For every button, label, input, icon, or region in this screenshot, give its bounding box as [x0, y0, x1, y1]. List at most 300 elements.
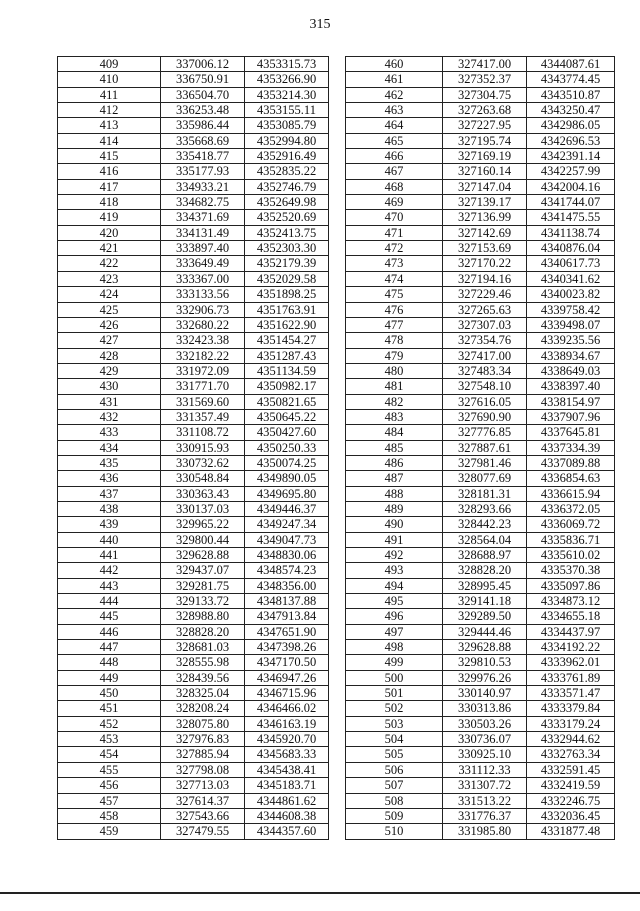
x-coordinate-cell: 328439.56 — [161, 670, 245, 685]
table-row — [346, 271, 615, 286]
y-coordinate-cell: 4349890.05 — [245, 471, 329, 486]
y-coordinate-cell: 4352179.39 — [245, 256, 329, 271]
point-number-cell: 426 — [58, 317, 161, 332]
x-coordinate-cell: 327147.04 — [443, 179, 527, 194]
x-coordinate-cell: 327417.00 — [443, 348, 527, 363]
x-coordinate-cell: 327614.37 — [161, 793, 245, 808]
table-row — [58, 287, 329, 302]
x-coordinate-cell: 327887.61 — [443, 440, 527, 455]
table-row — [346, 624, 615, 639]
y-coordinate-cell: 4353266.90 — [245, 72, 329, 87]
point-number-cell: 502 — [346, 701, 443, 716]
x-coordinate-cell: 329133.72 — [161, 594, 245, 609]
table-row — [58, 440, 329, 455]
x-coordinate-cell: 327352.37 — [443, 72, 527, 87]
x-coordinate-cell: 329281.75 — [161, 578, 245, 593]
y-coordinate-cell: 4350250.33 — [245, 440, 329, 455]
table-row — [58, 501, 329, 516]
y-coordinate-cell: 4337334.39 — [527, 440, 615, 455]
point-number-cell: 419 — [58, 210, 161, 225]
point-number-cell: 445 — [58, 609, 161, 624]
y-coordinate-cell: 4339758.42 — [527, 302, 615, 317]
y-coordinate-cell: 4349247.34 — [245, 517, 329, 532]
point-number-cell: 506 — [346, 762, 443, 777]
table-row — [346, 394, 615, 409]
x-coordinate-cell: 330925.10 — [443, 747, 527, 762]
x-coordinate-cell: 330736.07 — [443, 732, 527, 747]
x-coordinate-cell: 327417.00 — [443, 57, 527, 72]
x-coordinate-cell: 327885.94 — [161, 747, 245, 762]
table-row — [346, 195, 615, 210]
table-row — [58, 179, 329, 194]
x-coordinate-cell: 328828.20 — [161, 624, 245, 639]
x-coordinate-cell: 334933.21 — [161, 179, 245, 194]
table-row — [346, 363, 615, 378]
point-number-cell: 478 — [346, 333, 443, 348]
x-coordinate-cell: 335986.44 — [161, 118, 245, 133]
point-number-cell: 428 — [58, 348, 161, 363]
y-coordinate-cell: 4342391.14 — [527, 149, 615, 164]
y-coordinate-cell: 4346947.26 — [245, 670, 329, 685]
y-coordinate-cell: 4348574.23 — [245, 563, 329, 578]
x-coordinate-cell: 332182.22 — [161, 348, 245, 363]
y-coordinate-cell: 4347913.84 — [245, 609, 329, 624]
table-row — [346, 118, 615, 133]
y-coordinate-cell: 4350427.60 — [245, 425, 329, 440]
point-number-cell: 435 — [58, 455, 161, 470]
point-number-cell: 485 — [346, 440, 443, 455]
table-row — [58, 455, 329, 470]
table-row — [346, 471, 615, 486]
x-coordinate-cell: 330140.97 — [443, 686, 527, 701]
y-coordinate-cell: 4334655.18 — [527, 609, 615, 624]
point-number-cell: 433 — [58, 425, 161, 440]
table-row — [58, 149, 329, 164]
y-coordinate-cell: 4340341.62 — [527, 271, 615, 286]
table-row — [58, 271, 329, 286]
point-number-cell: 501 — [346, 686, 443, 701]
y-coordinate-cell: 4333962.01 — [527, 655, 615, 670]
point-number-cell: 468 — [346, 179, 443, 194]
table-row — [346, 686, 615, 701]
x-coordinate-cell: 327263.68 — [443, 103, 527, 118]
y-coordinate-cell: 4350821.65 — [245, 394, 329, 409]
y-coordinate-cell: 4332591.45 — [527, 762, 615, 777]
y-coordinate-cell: 4333179.24 — [527, 716, 615, 731]
x-coordinate-cell: 334371.69 — [161, 210, 245, 225]
y-coordinate-cell: 4334873.12 — [527, 594, 615, 609]
y-coordinate-cell: 4344087.61 — [527, 57, 615, 72]
table-row — [346, 578, 615, 593]
y-coordinate-cell: 4336372.05 — [527, 501, 615, 516]
y-coordinate-cell: 4342257.99 — [527, 164, 615, 179]
table-row — [58, 793, 329, 808]
y-coordinate-cell: 4332763.34 — [527, 747, 615, 762]
y-coordinate-cell: 4333761.89 — [527, 670, 615, 685]
x-coordinate-cell: 327354.76 — [443, 333, 527, 348]
y-coordinate-cell: 4350982.17 — [245, 379, 329, 394]
table-row — [58, 333, 329, 348]
point-number-cell: 420 — [58, 225, 161, 240]
y-coordinate-cell: 4348356.00 — [245, 578, 329, 593]
point-number-cell: 460 — [346, 57, 443, 72]
point-number-cell: 430 — [58, 379, 161, 394]
point-number-cell: 414 — [58, 133, 161, 148]
x-coordinate-cell: 331307.72 — [443, 778, 527, 793]
table-row — [346, 302, 615, 317]
x-coordinate-cell: 335177.93 — [161, 164, 245, 179]
y-coordinate-cell: 4349047.73 — [245, 532, 329, 547]
y-coordinate-cell: 4352746.79 — [245, 179, 329, 194]
y-coordinate-cell: 4349446.37 — [245, 501, 329, 516]
point-number-cell: 410 — [58, 72, 161, 87]
point-number-cell: 451 — [58, 701, 161, 716]
y-coordinate-cell: 4353155.11 — [245, 103, 329, 118]
point-number-cell: 477 — [346, 317, 443, 332]
table-row — [346, 72, 615, 87]
y-coordinate-cell: 4337089.88 — [527, 455, 615, 470]
x-coordinate-cell: 331776.37 — [443, 808, 527, 823]
point-number-cell: 442 — [58, 563, 161, 578]
coordinates-table-right — [345, 56, 615, 840]
point-number-cell: 489 — [346, 501, 443, 516]
x-coordinate-cell: 331357.49 — [161, 409, 245, 424]
y-coordinate-cell: 4335836.71 — [527, 532, 615, 547]
x-coordinate-cell: 328075.80 — [161, 716, 245, 731]
table-row — [346, 210, 615, 225]
x-coordinate-cell: 330503.26 — [443, 716, 527, 731]
table-row — [58, 609, 329, 624]
point-number-cell: 508 — [346, 793, 443, 808]
y-coordinate-cell: 4347170.50 — [245, 655, 329, 670]
x-coordinate-cell: 333897.40 — [161, 241, 245, 256]
x-coordinate-cell: 336253.48 — [161, 103, 245, 118]
point-number-cell: 473 — [346, 256, 443, 271]
x-coordinate-cell: 327229.46 — [443, 287, 527, 302]
table-row — [346, 640, 615, 655]
x-coordinate-cell: 327616.05 — [443, 394, 527, 409]
table-row — [346, 808, 615, 823]
point-number-cell: 507 — [346, 778, 443, 793]
table-row — [58, 655, 329, 670]
point-number-cell: 488 — [346, 486, 443, 501]
y-coordinate-cell: 4350074.25 — [245, 455, 329, 470]
x-coordinate-cell: 327304.75 — [443, 87, 527, 102]
y-coordinate-cell: 4332246.75 — [527, 793, 615, 808]
coordinates-table-left — [57, 56, 329, 840]
x-coordinate-cell: 327776.85 — [443, 425, 527, 440]
x-coordinate-cell: 327160.14 — [443, 164, 527, 179]
table-row — [58, 716, 329, 731]
table-row — [58, 762, 329, 777]
point-number-cell: 486 — [346, 455, 443, 470]
table-row — [346, 670, 615, 685]
table-row — [58, 87, 329, 102]
point-number-cell: 474 — [346, 271, 443, 286]
point-number-cell: 427 — [58, 333, 161, 348]
y-coordinate-cell: 4341744.07 — [527, 195, 615, 210]
y-coordinate-cell: 4345438.41 — [245, 762, 329, 777]
y-coordinate-cell: 4344608.38 — [245, 808, 329, 823]
point-number-cell: 463 — [346, 103, 443, 118]
x-coordinate-cell: 335418.77 — [161, 149, 245, 164]
y-coordinate-cell: 4334192.22 — [527, 640, 615, 655]
table-row — [346, 348, 615, 363]
table-row — [58, 486, 329, 501]
table-row — [346, 87, 615, 102]
table-row — [58, 808, 329, 823]
table-row — [346, 793, 615, 808]
y-coordinate-cell: 4340617.73 — [527, 256, 615, 271]
x-coordinate-cell: 327227.95 — [443, 118, 527, 133]
y-coordinate-cell: 4333571.47 — [527, 686, 615, 701]
y-coordinate-cell: 4352413.75 — [245, 225, 329, 240]
table-row — [346, 517, 615, 532]
y-coordinate-cell: 4337907.96 — [527, 409, 615, 424]
x-coordinate-cell: 327690.90 — [443, 409, 527, 424]
point-number-cell: 458 — [58, 808, 161, 823]
table-row — [346, 501, 615, 516]
x-coordinate-cell: 336504.70 — [161, 87, 245, 102]
x-coordinate-cell: 331569.60 — [161, 394, 245, 409]
y-coordinate-cell: 4341138.74 — [527, 225, 615, 240]
point-number-cell: 425 — [58, 302, 161, 317]
table-row — [346, 409, 615, 424]
y-coordinate-cell: 4343250.47 — [527, 103, 615, 118]
x-coordinate-cell: 330137.03 — [161, 501, 245, 516]
table-row — [58, 133, 329, 148]
coordinates-table-left-body — [58, 57, 329, 840]
y-coordinate-cell: 4343774.45 — [527, 72, 615, 87]
x-coordinate-cell: 330548.84 — [161, 471, 245, 486]
x-coordinate-cell: 330313.86 — [443, 701, 527, 716]
table-row — [58, 532, 329, 547]
table-row — [58, 118, 329, 133]
x-coordinate-cell: 329810.53 — [443, 655, 527, 670]
point-number-cell: 500 — [346, 670, 443, 685]
point-number-cell: 461 — [346, 72, 443, 87]
point-number-cell: 450 — [58, 686, 161, 701]
y-coordinate-cell: 4336615.94 — [527, 486, 615, 501]
point-number-cell: 443 — [58, 578, 161, 593]
y-coordinate-cell: 4352649.98 — [245, 195, 329, 210]
table-row — [58, 670, 329, 685]
table-row — [58, 256, 329, 271]
table-row — [346, 532, 615, 547]
x-coordinate-cell: 331985.80 — [443, 824, 527, 839]
point-number-cell: 475 — [346, 287, 443, 302]
point-number-cell: 418 — [58, 195, 161, 210]
x-coordinate-cell: 329800.44 — [161, 532, 245, 547]
table-row — [58, 548, 329, 563]
y-coordinate-cell: 4338397.40 — [527, 379, 615, 394]
table-row — [58, 225, 329, 240]
point-number-cell: 505 — [346, 747, 443, 762]
point-number-cell: 510 — [346, 824, 443, 839]
y-coordinate-cell: 4338154.97 — [527, 394, 615, 409]
y-coordinate-cell: 4335370.38 — [527, 563, 615, 578]
y-coordinate-cell: 4351763.91 — [245, 302, 329, 317]
table-row — [346, 563, 615, 578]
y-coordinate-cell: 4335097.86 — [527, 578, 615, 593]
point-number-cell: 498 — [346, 640, 443, 655]
y-coordinate-cell: 4345920.70 — [245, 732, 329, 747]
x-coordinate-cell: 328681.03 — [161, 640, 245, 655]
x-coordinate-cell: 332680.22 — [161, 317, 245, 332]
table-row — [58, 778, 329, 793]
table-row — [58, 563, 329, 578]
y-coordinate-cell: 4346466.02 — [245, 701, 329, 716]
x-coordinate-cell: 327170.22 — [443, 256, 527, 271]
y-coordinate-cell: 4332944.62 — [527, 732, 615, 747]
point-number-cell: 444 — [58, 594, 161, 609]
x-coordinate-cell: 328293.66 — [443, 501, 527, 516]
table-row — [346, 287, 615, 302]
point-number-cell: 499 — [346, 655, 443, 670]
table-row — [58, 57, 329, 72]
point-number-cell: 487 — [346, 471, 443, 486]
table-row — [346, 778, 615, 793]
table-row — [346, 425, 615, 440]
x-coordinate-cell: 334682.75 — [161, 195, 245, 210]
table-row — [58, 302, 329, 317]
table-row — [346, 333, 615, 348]
table-row — [58, 425, 329, 440]
page-number: 315 — [309, 17, 331, 32]
y-coordinate-cell: 4352303.30 — [245, 241, 329, 256]
point-number-cell: 479 — [346, 348, 443, 363]
y-coordinate-cell: 4342986.05 — [527, 118, 615, 133]
x-coordinate-cell: 333133.56 — [161, 287, 245, 302]
point-number-cell: 448 — [58, 655, 161, 670]
table-row — [58, 624, 329, 639]
table-row — [58, 701, 329, 716]
y-coordinate-cell: 4346163.19 — [245, 716, 329, 731]
point-number-cell: 438 — [58, 501, 161, 516]
y-coordinate-cell: 4347398.26 — [245, 640, 329, 655]
point-number-cell: 431 — [58, 394, 161, 409]
y-coordinate-cell: 4352520.69 — [245, 210, 329, 225]
x-coordinate-cell: 327169.19 — [443, 149, 527, 164]
y-coordinate-cell: 4344861.62 — [245, 793, 329, 808]
table-row — [58, 317, 329, 332]
table-row — [346, 133, 615, 148]
point-number-cell: 482 — [346, 394, 443, 409]
y-coordinate-cell: 4331877.48 — [527, 824, 615, 839]
point-number-cell: 441 — [58, 548, 161, 563]
point-number-cell: 411 — [58, 87, 161, 102]
point-number-cell: 412 — [58, 103, 161, 118]
table-row — [346, 179, 615, 194]
x-coordinate-cell: 327981.46 — [443, 455, 527, 470]
point-number-cell: 417 — [58, 179, 161, 194]
table-row — [346, 379, 615, 394]
point-number-cell: 416 — [58, 164, 161, 179]
point-number-cell: 462 — [346, 87, 443, 102]
table-row — [346, 548, 615, 563]
table-row — [58, 241, 329, 256]
x-coordinate-cell: 336750.91 — [161, 72, 245, 87]
y-coordinate-cell: 4351287.43 — [245, 348, 329, 363]
point-number-cell: 480 — [346, 363, 443, 378]
table-row — [346, 609, 615, 624]
y-coordinate-cell: 4352029.58 — [245, 271, 329, 286]
y-coordinate-cell: 4337645.81 — [527, 425, 615, 440]
x-coordinate-cell: 327265.63 — [443, 302, 527, 317]
x-coordinate-cell: 329141.18 — [443, 594, 527, 609]
x-coordinate-cell: 328442.23 — [443, 517, 527, 532]
x-coordinate-cell: 327195.74 — [443, 133, 527, 148]
table-row — [58, 747, 329, 762]
table-row — [346, 732, 615, 747]
y-coordinate-cell: 4340023.82 — [527, 287, 615, 302]
table-row — [58, 409, 329, 424]
table-row — [58, 578, 329, 593]
y-coordinate-cell: 4353214.30 — [245, 87, 329, 102]
point-number-cell: 455 — [58, 762, 161, 777]
y-coordinate-cell: 4342696.53 — [527, 133, 615, 148]
x-coordinate-cell: 327548.10 — [443, 379, 527, 394]
x-coordinate-cell: 327713.03 — [161, 778, 245, 793]
point-number-cell: 447 — [58, 640, 161, 655]
table-row — [346, 164, 615, 179]
point-number-cell: 423 — [58, 271, 161, 286]
x-coordinate-cell: 329976.26 — [443, 670, 527, 685]
x-coordinate-cell: 327153.69 — [443, 241, 527, 256]
x-coordinate-cell: 331771.70 — [161, 379, 245, 394]
x-coordinate-cell: 335668.69 — [161, 133, 245, 148]
point-number-cell: 490 — [346, 517, 443, 532]
point-number-cell: 467 — [346, 164, 443, 179]
table-row — [346, 701, 615, 716]
point-number-cell: 457 — [58, 793, 161, 808]
x-coordinate-cell: 329628.88 — [443, 640, 527, 655]
table-row — [346, 225, 615, 240]
point-number-cell: 497 — [346, 624, 443, 639]
point-number-cell: 471 — [346, 225, 443, 240]
point-number-cell: 470 — [346, 210, 443, 225]
x-coordinate-cell: 327139.17 — [443, 195, 527, 210]
x-coordinate-cell: 331108.72 — [161, 425, 245, 440]
coordinates-table-right-body — [346, 57, 615, 840]
y-coordinate-cell: 4351454.27 — [245, 333, 329, 348]
point-number-cell: 429 — [58, 363, 161, 378]
point-number-cell: 495 — [346, 594, 443, 609]
x-coordinate-cell: 331112.33 — [443, 762, 527, 777]
table-row — [58, 640, 329, 655]
table-row — [346, 440, 615, 455]
x-coordinate-cell: 330363.43 — [161, 486, 245, 501]
y-coordinate-cell: 4339498.07 — [527, 317, 615, 332]
point-number-cell: 504 — [346, 732, 443, 747]
point-number-cell: 415 — [58, 149, 161, 164]
x-coordinate-cell: 330915.93 — [161, 440, 245, 455]
x-coordinate-cell: 328208.24 — [161, 701, 245, 716]
point-number-cell: 494 — [346, 578, 443, 593]
table-row — [58, 210, 329, 225]
x-coordinate-cell: 329444.46 — [443, 624, 527, 639]
table-row — [346, 762, 615, 777]
x-coordinate-cell: 328077.69 — [443, 471, 527, 486]
point-number-cell: 484 — [346, 425, 443, 440]
x-coordinate-cell: 329289.50 — [443, 609, 527, 624]
y-coordinate-cell: 4352916.49 — [245, 149, 329, 164]
table-row — [346, 103, 615, 118]
point-number-cell: 491 — [346, 532, 443, 547]
x-coordinate-cell: 327194.16 — [443, 271, 527, 286]
y-coordinate-cell: 4342004.16 — [527, 179, 615, 194]
y-coordinate-cell: 4345683.33 — [245, 747, 329, 762]
